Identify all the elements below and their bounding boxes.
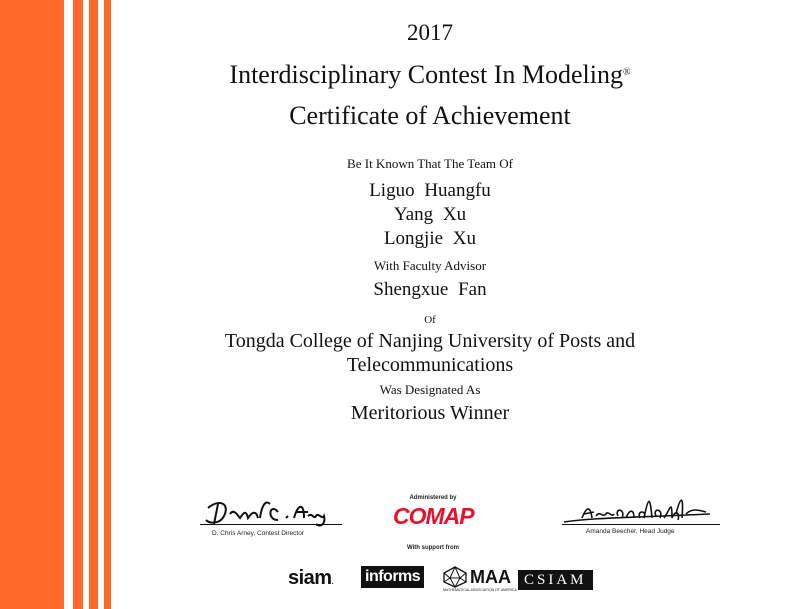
director-signature-line (200, 524, 342, 525)
maa-icosahedron-icon (442, 566, 468, 588)
advisor-intro: With Faculty Advisor (373, 258, 487, 273)
intro-text: Be It Known That The Team Of (347, 156, 513, 171)
maa-subtitle: MATHEMATICAL ASSOCIATION OF AMERICA (443, 588, 517, 592)
siam-logo (288, 567, 333, 590)
judge-caption: Amanda Beecher, Head Judge (586, 528, 675, 535)
orange-border-stripe-2 (73, 0, 83, 609)
judge-signature (560, 488, 720, 528)
award-title: Meritorious Winner (350, 402, 510, 424)
siam-logo-mark: . (331, 579, 334, 586)
administered-by-label: Administered by (409, 495, 457, 501)
faculty-advisor: Shengxue Fan (373, 279, 487, 300)
registered-mark: ® (622, 67, 631, 78)
institution-line-1: Tongda College of Nanjing University of Posts and (224, 330, 636, 352)
maa-logo: MAA (470, 567, 511, 587)
informs-logo: informs (361, 566, 424, 588)
team-member-2: Yang Xu (393, 204, 467, 225)
orange-border-stripe-4 (104, 0, 111, 609)
certificate-year: 2017 (407, 20, 453, 45)
csiam-logo: CSIAM (518, 570, 593, 590)
contest-title-text: Interdisciplinary Contest In Modeling (229, 60, 623, 89)
team-member-3: Longjie Xu (383, 228, 477, 249)
designated-text: Was Designated As (379, 382, 481, 397)
comap-logo: COMAP (393, 503, 474, 529)
team-member-1: Liguo Huangfu (369, 180, 491, 201)
of-label: Of (424, 314, 436, 326)
institution-line-2: Telecommunications (346, 354, 514, 376)
judge-signature-line (562, 524, 720, 525)
orange-border-stripe-3 (89, 0, 98, 609)
siam-logo-text: siam (288, 567, 332, 589)
director-caption: D. Chris Arney, Contest Director (212, 530, 304, 537)
orange-border-stripe-wide (0, 0, 64, 609)
support-from-label: With support from (407, 545, 459, 551)
contest-title (110, 60, 750, 90)
certificate-title: Certificate of Achievement (289, 101, 571, 130)
